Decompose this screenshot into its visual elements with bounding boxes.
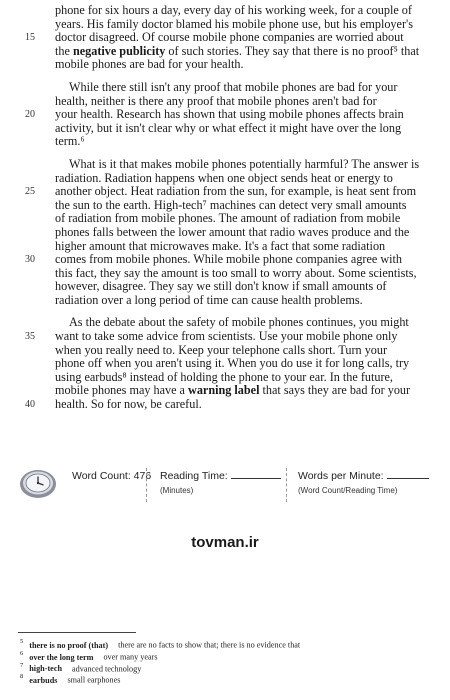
clock-icon — [18, 466, 58, 500]
reading-time-blank[interactable] — [231, 478, 281, 479]
watermark: tovman.ir — [191, 534, 259, 551]
line-number: 35 — [25, 331, 35, 343]
paragraph-start: As the debate about the safety of mobile phones continues, you might — [69, 315, 409, 330]
passage-line: 25 another object. Heat radiation from the sun, for example, is heat sent from — [55, 185, 443, 199]
passage-line: term.⁶ — [55, 134, 85, 149]
footnote: $^6$ over the long term over many years — [20, 649, 158, 662]
passage-line: 35 want to take some advice from scientists. Use your mobile phone only — [55, 330, 443, 344]
passage-line: phone off when you aren't using it. When you do use it for long calls, try — [55, 356, 410, 371]
passage-line: 30 comes from mobile phones. While mobile phone companies agree with — [55, 253, 443, 267]
passage-line: 40 health. So for now, be careful. — [55, 398, 443, 412]
line-number: 20 — [25, 109, 35, 121]
passage-line: higher amount that microwaves make. It's a fact that some radiation — [55, 238, 386, 253]
footnote: $^8$ earbuds small earphones — [20, 673, 121, 686]
reading-stats-bar — [18, 466, 443, 506]
footnotes — [20, 637, 440, 684]
passage-line: radiation. Radiation happens when one object sends heat or energy to — [55, 170, 393, 185]
reading-passage — [25, 3, 443, 412]
reading-time-sub: (Minutes) — [160, 486, 194, 495]
passage-line: health, neither is there any proof that mobile phones aren't bad for — [55, 93, 377, 108]
footnote: $^7$ high-tech advanced technology — [20, 661, 142, 674]
passage-line: phone for six hours a day, every day of his working week, for a couple of — [55, 3, 412, 17]
divider — [146, 468, 147, 502]
passage-line: years. His family doctor blamed his mobile phone use, but his employer's — [55, 16, 413, 31]
wpm-label: Words per Minute: — [298, 470, 429, 482]
passage-line: this fact, they say the amount is too small to worry about. Some scientists, — [55, 265, 417, 280]
passage-line: using earbuds⁸ instead of holding the phone to your ear. In the future, — [55, 369, 393, 384]
passage-line: the sun to the earth. High-tech⁷ machines can detect very small amounts — [55, 197, 407, 212]
line-number: 25 — [25, 186, 35, 198]
line-number: 15 — [25, 32, 35, 44]
reading-time-label: Reading Time: — [160, 470, 281, 482]
wpm-sub: (Word Count/Reading Time) — [298, 486, 398, 495]
passage-line: however, disagree. They say we still don't know if small amounts of — [55, 279, 387, 294]
passage-line: mobile phones may have a warning label that says they are bad for your — [55, 383, 411, 398]
line-with-bold: the negative publicity of such stories. They say that there is no proof⁵ that — [55, 43, 420, 58]
paragraph-start: What is it that makes mobile phones potentially harmful? The answer is — [69, 156, 420, 171]
word-count: Word Count: 476 — [72, 470, 152, 482]
passage-line: when you really need to. Keep your telephone calls short. Turn your — [55, 342, 388, 357]
passage-line: radiation over a long period of time can cause health problems. — [55, 292, 363, 307]
passage-line: of radiation from mobile phones. The amount of radiation from mobile — [55, 211, 401, 226]
passage-line: activity, but it isn't clear why or what effect it might have over the long — [55, 120, 402, 135]
passage-line: 15 doctor disagreed. Of course mobile phone companies are worried about — [55, 31, 443, 45]
passage-line: 20 your health. Research has shown that using mobile phones affects brain — [55, 108, 443, 122]
paragraph-start: While there still isn't any proof that mobile phones are bad for your — [69, 79, 398, 94]
passage-line: mobile phones are bad for your health. — [55, 57, 244, 72]
passage-line: phones falls between the lower amount that radio waves produce and the — [55, 224, 410, 239]
passage-line — [55, 45, 443, 59]
footnote-rule — [18, 632, 136, 633]
divider — [286, 468, 287, 502]
line-number: 30 — [25, 254, 35, 266]
line-number: 40 — [25, 399, 35, 411]
wpm-blank[interactable] — [387, 478, 429, 479]
footnote: $^5$ there is no proof (that) there are no facts to show that; there is no evidence that — [20, 638, 301, 650]
